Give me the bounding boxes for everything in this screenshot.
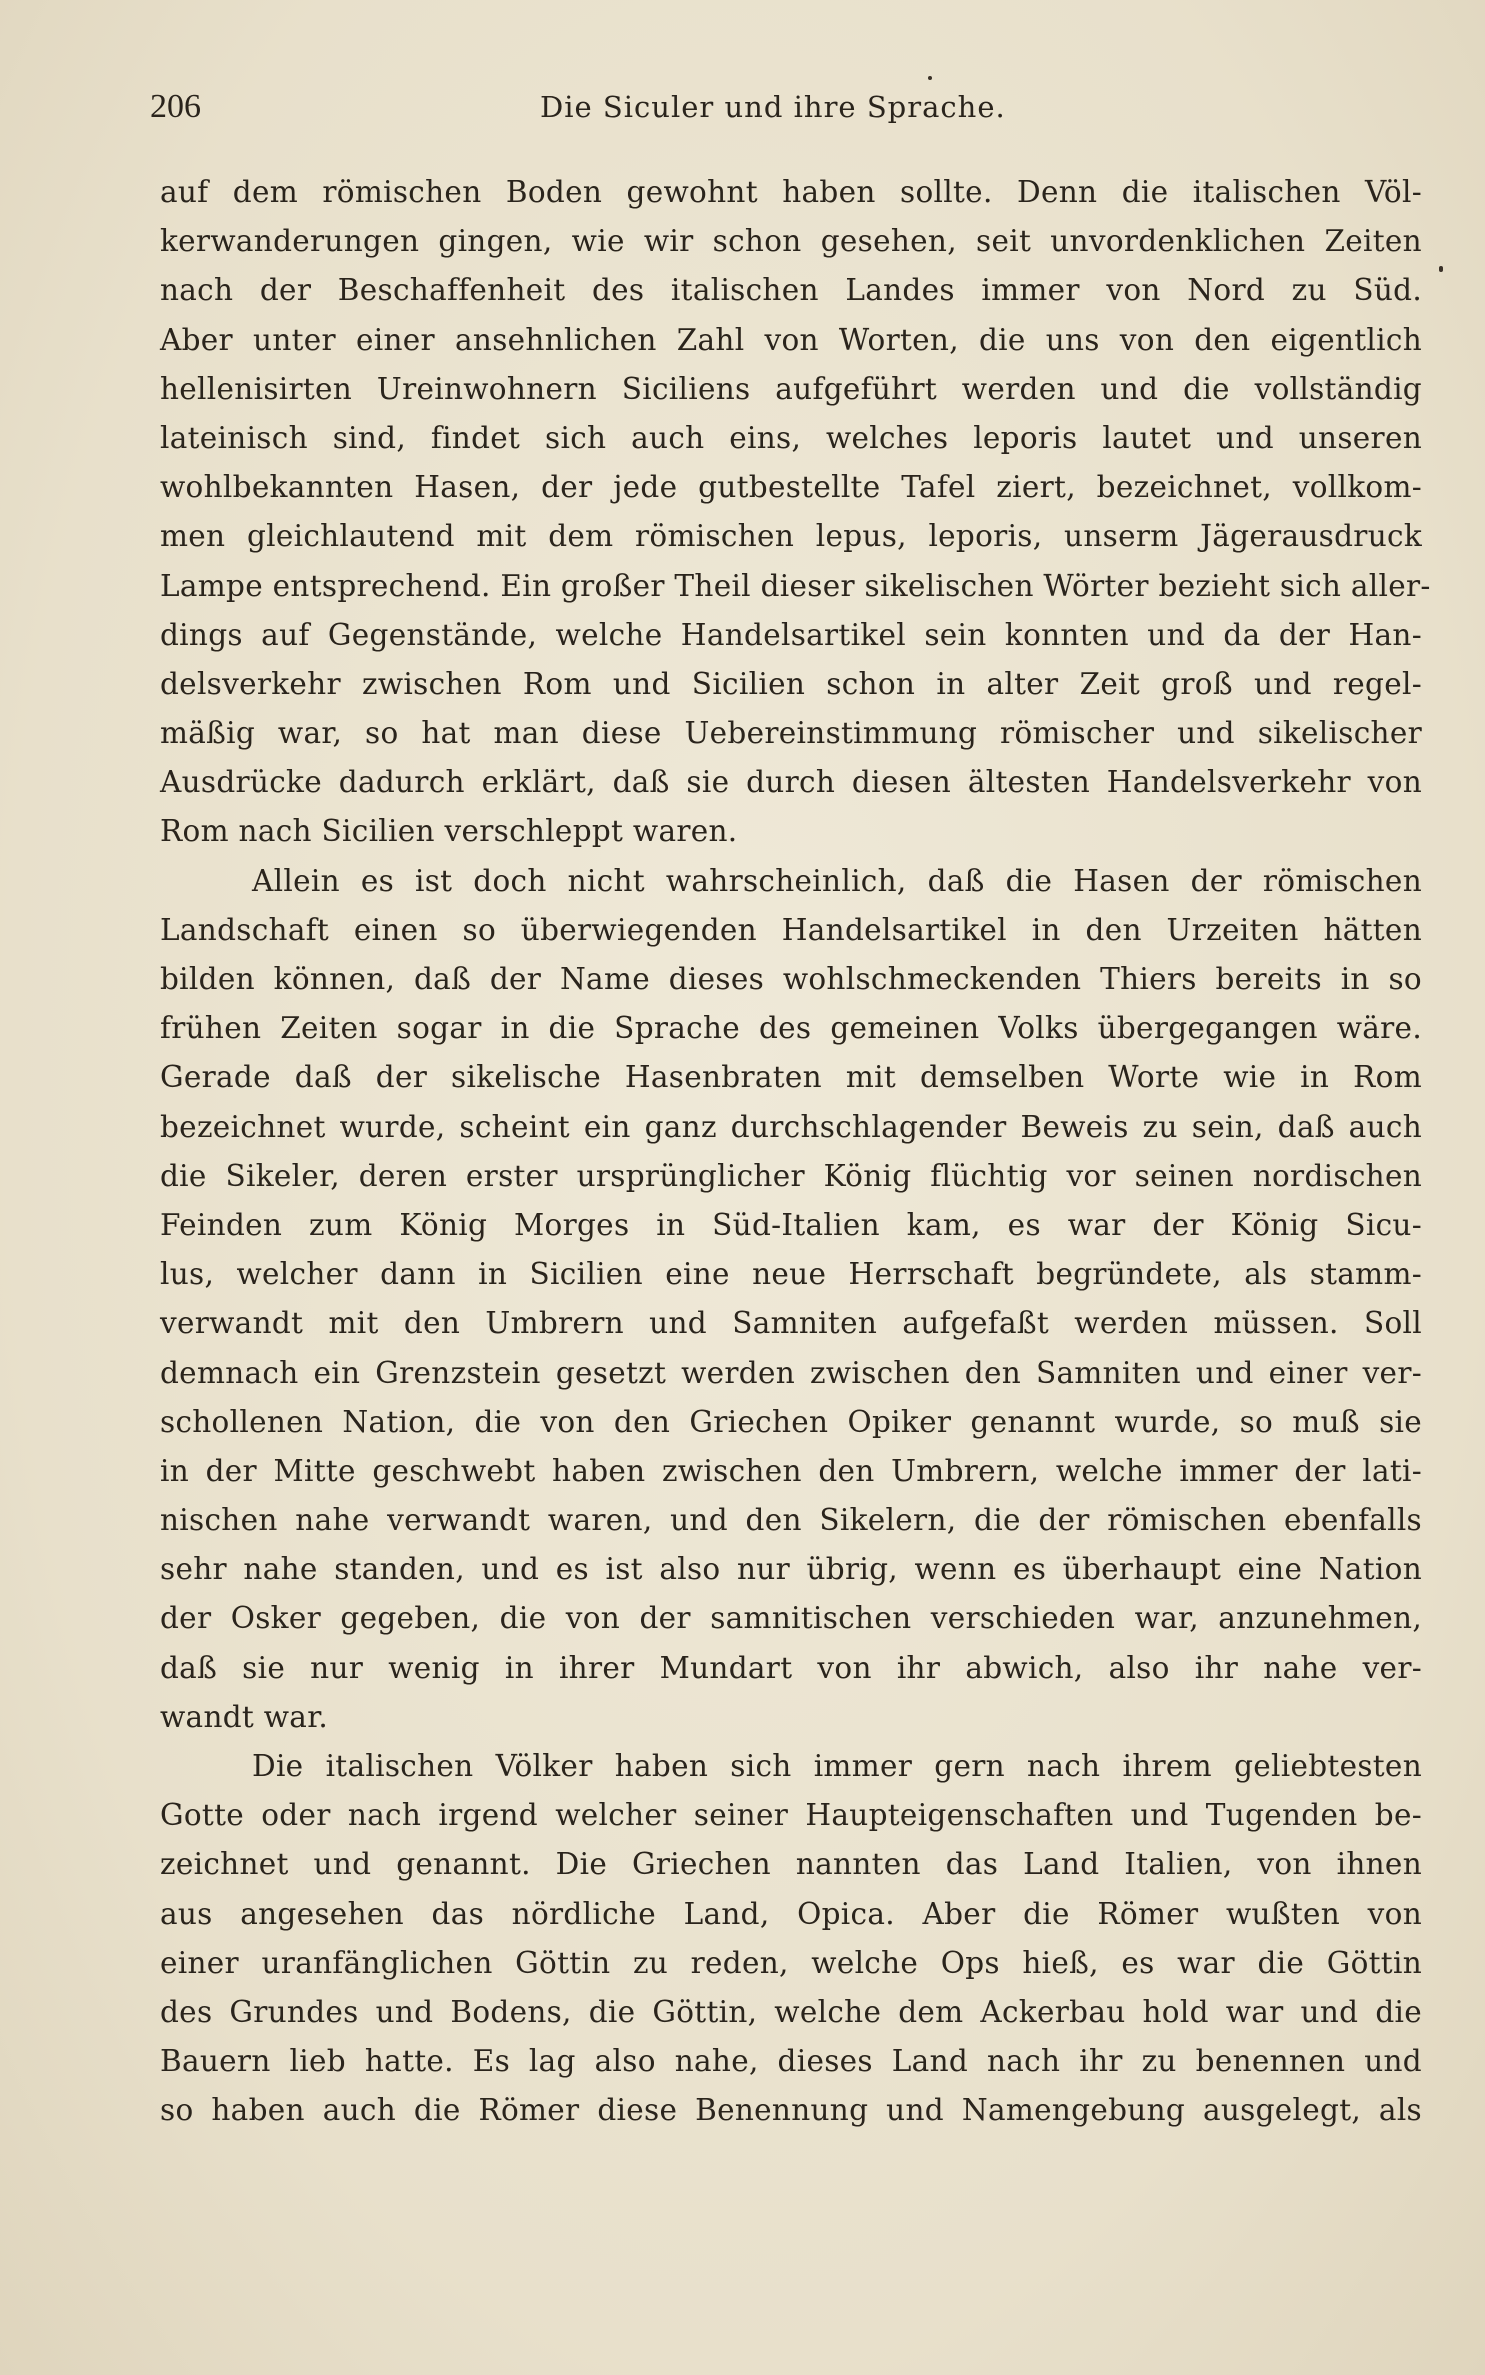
text-line: mäßig war, so hat man diese Uebereinstimmung römischer und sikelischer bbox=[160, 716, 1422, 751]
text-line: Gotte oder nach irgend welcher seiner Haupteigenschaften und Tugenden be- bbox=[160, 1798, 1422, 1833]
text-line: Rom nach Sicilien verschleppt waren. bbox=[160, 814, 738, 849]
text-line: der Osker gegeben, die von der samnitischen verschieden war, anzunehmen, bbox=[160, 1601, 1422, 1636]
text-line: Landschaft einen so überwiegenden Handelsartikel in den Urzeiten hätten bbox=[160, 912, 1422, 947]
text-line: hellenisirten Ureinwohnern Siciliens aufgeführt werden und die vollständig bbox=[160, 371, 1422, 406]
text-line: delsverkehr zwischen Rom und Sicilien schon in alter Zeit groß und regel- bbox=[160, 666, 1422, 701]
paragraph-start: Allein es ist doch nicht wahrscheinlich, daß die Hasen der römischen bbox=[252, 863, 1422, 898]
text-line: dings auf Gegenstände, welche Handelsartikel sein konnten und da der Han- bbox=[160, 617, 1422, 652]
text-line: daß sie nur wenig in ihrer Mundart von ihr abwich, also ihr nahe ver- bbox=[160, 1650, 1422, 1685]
text-line: men gleichlautend mit dem römischen lepus, leporis, unserm Jägerausdruck bbox=[160, 519, 1422, 554]
text-line: die Sikeler, deren erster ursprünglicher König flüchtig vor seinen nordischen bbox=[160, 1158, 1422, 1193]
text-line: schollenen Nation, die von den Griechen Opiker genannt wurde, so muß sie bbox=[160, 1404, 1422, 1439]
text-line: kerwanderungen gingen, wie wir schon gesehen, seit unvordenklichen Zeiten bbox=[160, 224, 1422, 259]
body-text bbox=[160, 168, 1431, 2136]
text-line: sehr nahe standen, und es ist also nur übrig, wenn es überhaupt eine Nation bbox=[160, 1552, 1422, 1587]
text-line: des Grundes und Bodens, die Göttin, welche dem Ackerbau hold war und die bbox=[160, 1994, 1422, 2029]
text-line: Feinden zum König Morges in Süd-Italien kam, es war der König Sicu- bbox=[160, 1207, 1422, 1242]
text-line: wohlbekannten Hasen, der jede gutbestellte Tafel ziert, bezeichnet, vollkom- bbox=[160, 470, 1422, 505]
text-line: aus angesehen das nördliche Land, Opica. Aber die Römer wußten von bbox=[160, 1896, 1422, 1931]
text-line: lus, welcher dann in Sicilien eine neue Herrschaft begründete, als stamm- bbox=[160, 1257, 1422, 1292]
text-line: Bauern lieb hatte. Es lag also nahe, dieses Land nach ihr zu benennen und bbox=[160, 2044, 1422, 2079]
text-line: zeichnet und genannt. Die Griechen nannten das Land Italien, von ihnen bbox=[160, 1847, 1422, 1882]
print-speck bbox=[928, 76, 932, 80]
running-title: Die Siculer und ihre Sprache. bbox=[540, 90, 1006, 124]
text-line: nischen nahe verwandt waren, und den Sikelern, die der römischen ebenfalls bbox=[160, 1503, 1422, 1538]
text-line: so haben auch die Römer diese Benennung und Namengebung ausgelegt, als bbox=[160, 2093, 1422, 2128]
text-line: verwandt mit den Umbrern und Samniten aufgefaßt werden müssen. Soll bbox=[160, 1306, 1422, 1341]
text-line: auf dem römischen Boden gewohnt haben sollte. Denn die italischen Völ- bbox=[160, 175, 1422, 209]
page-number: 206 bbox=[150, 88, 201, 125]
running-head bbox=[150, 82, 1430, 132]
print-speck bbox=[1439, 266, 1443, 272]
text-line: einer uranfänglichen Göttin zu reden, welche Ops hieß, es war die Göttin bbox=[160, 1945, 1422, 1980]
text-line: Aber unter einer ansehnlichen Zahl von Worten, die uns von den eigentlich bbox=[160, 322, 1422, 357]
text-line: bezeichnet wurde, scheint ein ganz durchschlagender Beweis zu sein, daß auch bbox=[160, 1109, 1422, 1144]
text-line: in der Mitte geschwebt haben zwischen den Umbrern, welche immer der lati- bbox=[160, 1453, 1422, 1488]
text-line: frühen Zeiten sogar in die Sprache des gemeinen Volks übergegangen wäre. bbox=[160, 1011, 1422, 1046]
text-line: nach der Beschaffenheit des italischen Landes immer von Nord zu Süd. bbox=[160, 273, 1422, 308]
text-line: demnach ein Grenzstein gesetzt werden zwischen den Samniten und einer ver- bbox=[160, 1355, 1422, 1390]
text-line: Ausdrücke dadurch erklärt, daß sie durch diesen ältesten Handelsverkehr von bbox=[160, 765, 1422, 800]
text-line: lateinisch sind, findet sich auch eins, welches leporis lautet und unseren bbox=[160, 420, 1422, 455]
text-line: Gerade daß der sikelische Hasenbraten mit demselben Worte wie in Rom bbox=[160, 1060, 1422, 1095]
text-line: Lampe entsprechend. Ein großer Theil dieser sikelischen Wörter bezieht sich aller- bbox=[160, 568, 1431, 603]
text-line: wandt war. bbox=[160, 1699, 329, 1734]
paragraph-start: Die italischen Völker haben sich immer gern nach ihrem geliebtesten bbox=[252, 1749, 1422, 1783]
text-line: bilden können, daß der Name dieses wohlschmeckenden Thiers bereits in so bbox=[160, 962, 1422, 996]
